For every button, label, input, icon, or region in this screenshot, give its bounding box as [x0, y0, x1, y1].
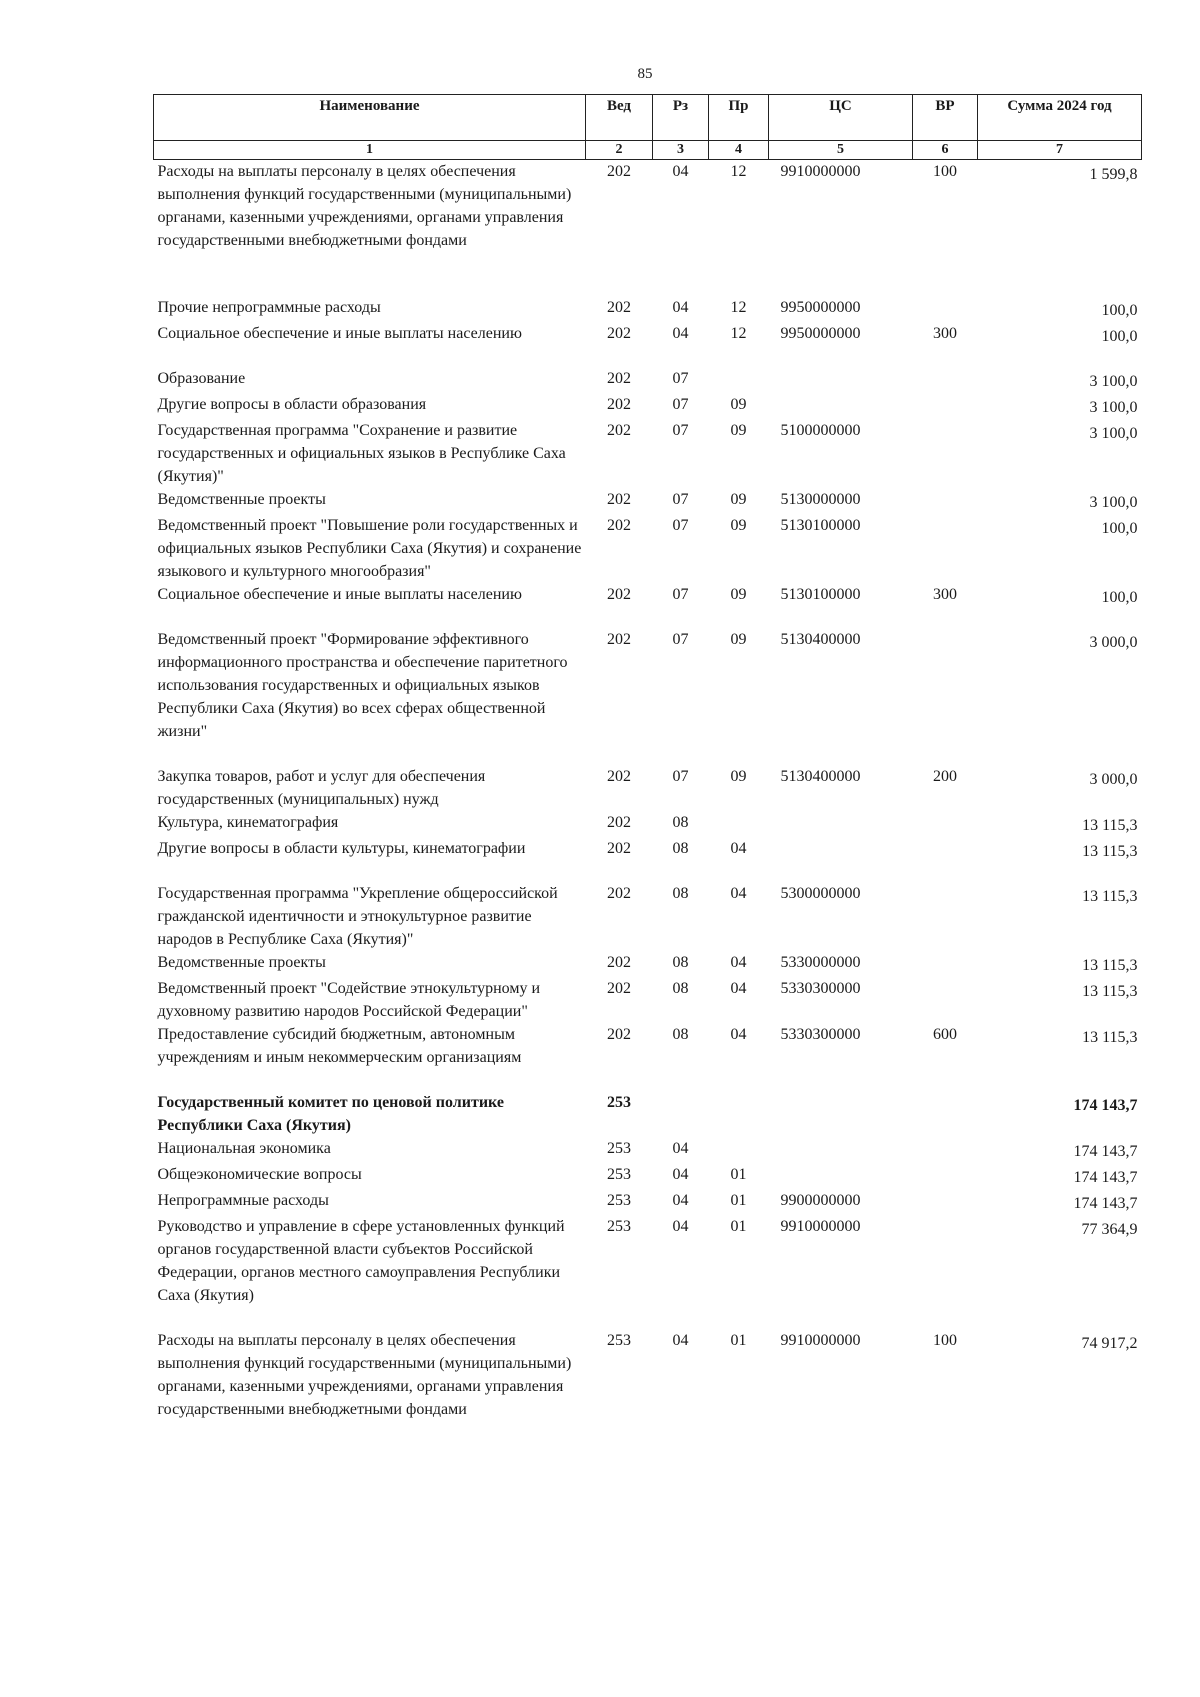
cell-name: Государственная программа "Укрепление общероссийской гражданской идентичности и этнокультурное развитие народов в Республике Саха (Якутия)" — [157, 885, 558, 948]
budget-table — [153, 94, 1142, 1421]
cell-vr — [913, 1163, 978, 1189]
cell-rz: 04 — [672, 163, 689, 180]
cell-rz: 08 — [672, 840, 689, 857]
cell-pr: 09 — [730, 396, 747, 413]
cell-cs: 9950000000 — [780, 325, 861, 342]
cell-pr: 01 — [730, 1192, 747, 1209]
cell-vr — [913, 811, 978, 837]
cell-rz: 08 — [672, 954, 689, 971]
cell-ved: 253 — [607, 1218, 631, 1235]
cell-name: Ведомственные проекты — [157, 491, 326, 508]
table-row — [154, 367, 1142, 393]
table-row — [154, 583, 1142, 628]
cell-sum: 3 100,0 — [1089, 494, 1138, 511]
cell-pr: 09 — [730, 631, 747, 648]
cell-vr — [913, 951, 978, 977]
cell-cs: 9900000000 — [780, 1192, 861, 1209]
cell-ved: 253 — [607, 1094, 631, 1111]
cell-rz: 04 — [672, 1218, 689, 1235]
cell-sum: 3 100,0 — [1089, 399, 1138, 416]
column-number: 3 — [653, 141, 709, 160]
cell-name: Ведомственный проект "Содействие этнокультурному и духовному развитию народов Российской Федерации" — [157, 980, 541, 1020]
cell-pr: 01 — [730, 1332, 747, 1349]
cell-sum: 100,0 — [1101, 328, 1138, 345]
cell-vr — [913, 837, 978, 882]
cell-ved: 202 — [607, 517, 631, 534]
cell-name: Социальное обеспечение и иные выплаты населению — [157, 325, 522, 342]
cell-ved: 202 — [607, 768, 631, 785]
cell-ved: 202 — [607, 396, 631, 413]
cell-sum: 174 143,7 — [1073, 1169, 1138, 1186]
header-ved: Вед — [586, 95, 653, 141]
cell-name: Общеэкономические вопросы — [157, 1166, 362, 1183]
column-number: 5 — [769, 141, 913, 160]
cell-vr — [913, 419, 978, 488]
cell-pr: 12 — [730, 325, 747, 342]
cell-sum: 100,0 — [1101, 302, 1138, 319]
table-row — [154, 837, 1142, 882]
cell-cs: 5130100000 — [780, 586, 861, 603]
cell-pr: 12 — [730, 163, 747, 180]
cell-pr: 04 — [730, 954, 747, 971]
column-number: 7 — [978, 141, 1142, 160]
budget-table-container — [153, 94, 1141, 1421]
cell-cs — [769, 1137, 913, 1163]
cell-ved: 253 — [607, 1332, 631, 1349]
cell-ved: 202 — [607, 422, 631, 439]
header-sum: Сумма 2024 год — [978, 95, 1142, 141]
cell-vr — [913, 628, 978, 765]
cell-vr — [913, 882, 978, 951]
cell-name: Непрограммные расходы — [157, 1192, 329, 1209]
cell-ved: 253 — [607, 1140, 631, 1157]
cell-rz: 08 — [672, 1026, 689, 1043]
cell-rz: 07 — [672, 396, 689, 413]
cell-ved: 202 — [607, 586, 631, 603]
cell-cs — [769, 837, 913, 882]
cell-name: Государственная программа "Сохранение и развитие государственных и официальных языков в Республике Саха (Якутия)" — [157, 422, 566, 485]
cell-ved: 202 — [607, 885, 631, 902]
header-rz: Рз — [653, 95, 709, 141]
cell-vr — [913, 1137, 978, 1163]
table-row — [154, 514, 1142, 583]
cell-cs — [769, 393, 913, 419]
cell-pr: 09 — [730, 517, 747, 534]
cell-cs: 5300000000 — [780, 885, 861, 902]
table-row — [154, 419, 1142, 488]
cell-rz: 07 — [672, 517, 689, 534]
cell-rz: 04 — [672, 299, 689, 316]
cell-ved: 202 — [607, 325, 631, 342]
cell-sum: 174 143,7 — [1073, 1097, 1138, 1114]
cell-pr: 09 — [730, 768, 747, 785]
column-number: 4 — [709, 141, 769, 160]
cell-rz: 07 — [672, 422, 689, 439]
cell-cs: 5330000000 — [780, 954, 861, 971]
cell-sum: 174 143,7 — [1073, 1195, 1138, 1212]
cell-name: Ведомственный проект "Повышение роли государственных и официальных языков Республики Саха (Якутия) и сохранение языкового и культурного многообразия" — [157, 517, 582, 580]
cell-cs: 5130000000 — [780, 491, 861, 508]
cell-vr — [913, 393, 978, 419]
cell-name: Другие вопросы в области культуры, кинематографии — [157, 840, 526, 857]
table-row — [154, 1023, 1142, 1091]
table-row — [154, 488, 1142, 514]
cell-ved: 202 — [607, 840, 631, 857]
cell-ved: 202 — [607, 163, 631, 180]
cell-sum: 77 364,9 — [1081, 1221, 1138, 1238]
table-row — [154, 296, 1142, 322]
cell-rz: 04 — [672, 1140, 689, 1157]
cell-pr: 01 — [730, 1218, 747, 1235]
cell-cs: 5330300000 — [780, 980, 861, 997]
cell-rz: 08 — [672, 814, 689, 831]
cell-vr: 100 — [933, 163, 957, 180]
cell-name: Расходы на выплаты персоналу в целях обеспечения выполнения функций государственными (муниципальными) органами, казенными учреждениями, органами управления государственными внебюджетными фондами — [157, 163, 572, 249]
cell-sum: 13 115,3 — [1082, 817, 1138, 834]
cell-cs: 5330300000 — [780, 1026, 861, 1043]
cell-cs: 5130400000 — [780, 768, 861, 785]
column-number: 6 — [913, 141, 978, 160]
cell-vr — [913, 296, 978, 322]
table-row — [154, 1137, 1142, 1163]
table-row — [154, 882, 1142, 951]
cell-sum: 100,0 — [1101, 520, 1138, 537]
cell-sum: 100,0 — [1101, 589, 1138, 606]
table-row — [154, 628, 1142, 765]
cell-name: Закупка товаров, работ и услуг для обеспечения государственных (муниципальных) нужд — [157, 768, 486, 808]
table-row — [154, 951, 1142, 977]
cell-pr — [709, 1091, 769, 1137]
cell-cs — [769, 811, 913, 837]
cell-sum: 3 000,0 — [1089, 771, 1138, 788]
table-row — [154, 1215, 1142, 1329]
cell-rz: 07 — [672, 491, 689, 508]
cell-ved: 202 — [607, 631, 631, 648]
cell-rz — [653, 1091, 709, 1137]
cell-cs — [769, 367, 913, 393]
table-row — [154, 1189, 1142, 1215]
cell-pr — [709, 811, 769, 837]
column-number: 2 — [586, 141, 653, 160]
table-row — [154, 1163, 1142, 1189]
cell-pr: 04 — [730, 885, 747, 902]
cell-name: Национальная экономика — [157, 1140, 331, 1157]
table-row — [154, 811, 1142, 837]
header-vr: ВР — [913, 95, 978, 141]
cell-vr — [913, 514, 978, 583]
cell-rz: 04 — [672, 325, 689, 342]
cell-name: Ведомственные проекты — [157, 954, 326, 971]
cell-pr: 01 — [730, 1166, 747, 1183]
cell-ved: 202 — [607, 954, 631, 971]
cell-pr: 09 — [730, 586, 747, 603]
cell-cs: 9910000000 — [780, 1218, 861, 1235]
cell-pr: 09 — [730, 422, 747, 439]
cell-rz: 04 — [672, 1166, 689, 1183]
table-body — [154, 160, 1142, 1422]
table-row — [154, 765, 1142, 811]
cell-name: Расходы на выплаты персоналу в целях обеспечения выполнения функций государственными (муниципальными) органами, казенными учреждениями, органами управления государственными внебюджетными фондами — [157, 1332, 572, 1418]
table-row — [154, 160, 1142, 297]
header-name: Наименование — [154, 95, 586, 141]
cell-rz: 07 — [672, 370, 689, 387]
cell-rz: 04 — [672, 1332, 689, 1349]
cell-pr — [709, 1137, 769, 1163]
cell-vr: 300 — [933, 586, 957, 603]
cell-rz: 07 — [672, 586, 689, 603]
cell-sum: 13 115,3 — [1082, 843, 1138, 860]
cell-name: Другие вопросы в области образования — [157, 396, 427, 413]
header-cs: ЦС — [769, 95, 913, 141]
cell-vr — [913, 1091, 978, 1137]
table-row — [154, 393, 1142, 419]
cell-cs: 5130100000 — [780, 517, 861, 534]
cell-name: Руководство и управление в сфере установленных функций органов государственной власти субъектов Российской Федерации, органов местного самоуправления Республики Саха (Якутия) — [157, 1218, 565, 1304]
table-row — [154, 1091, 1142, 1137]
table-row — [154, 977, 1142, 1023]
cell-rz: 07 — [672, 631, 689, 648]
column-number: 1 — [154, 141, 586, 160]
cell-sum: 13 115,3 — [1082, 983, 1138, 1000]
cell-name: Культура, кинематография — [157, 814, 339, 831]
cell-vr: 600 — [933, 1026, 957, 1043]
cell-rz: 08 — [672, 980, 689, 997]
cell-name: Образование — [157, 370, 246, 387]
cell-ved: 202 — [607, 491, 631, 508]
cell-pr: 04 — [730, 980, 747, 997]
cell-cs: 9910000000 — [780, 1332, 861, 1349]
cell-sum: 74 917,2 — [1081, 1335, 1138, 1352]
cell-pr: 09 — [730, 491, 747, 508]
cell-vr: 200 — [933, 768, 957, 785]
cell-vr — [913, 1215, 978, 1329]
cell-vr — [913, 488, 978, 514]
cell-sum: 3 100,0 — [1089, 373, 1138, 390]
cell-ved: 202 — [607, 980, 631, 997]
cell-cs — [769, 1091, 913, 1137]
cell-vr — [913, 367, 978, 393]
cell-name: Предоставление субсидий бюджетным, автономным учреждениям и иным некоммерческим организациям — [157, 1026, 522, 1066]
cell-name: Прочие непрограммные расходы — [157, 299, 381, 316]
table-header — [154, 95, 1142, 160]
cell-ved: 253 — [607, 1192, 631, 1209]
cell-sum: 174 143,7 — [1073, 1143, 1138, 1160]
cell-sum: 13 115,3 — [1082, 1029, 1138, 1046]
cell-rz: 08 — [672, 885, 689, 902]
cell-sum: 3 100,0 — [1089, 425, 1138, 442]
cell-sum: 1 599,8 — [1089, 166, 1138, 183]
cell-vr: 100 — [933, 1332, 957, 1349]
cell-vr: 300 — [933, 325, 957, 342]
cell-vr — [913, 1189, 978, 1215]
cell-vr — [913, 977, 978, 1023]
cell-sum: 13 115,3 — [1082, 957, 1138, 974]
cell-name: Социальное обеспечение и иные выплаты населению — [157, 586, 522, 603]
cell-cs — [769, 1163, 913, 1189]
cell-rz: 07 — [672, 768, 689, 785]
cell-cs: 9910000000 — [780, 163, 861, 180]
cell-pr: 04 — [730, 840, 747, 857]
cell-cs: 9950000000 — [780, 299, 861, 316]
cell-ved: 202 — [607, 1026, 631, 1043]
cell-ved: 253 — [607, 1166, 631, 1183]
cell-ved: 202 — [607, 299, 631, 316]
cell-rz: 04 — [672, 1192, 689, 1209]
cell-name: Государственный комитет по ценовой политике Республики Саха (Якутия) — [157, 1094, 504, 1134]
table-row — [154, 1329, 1142, 1421]
table-row — [154, 322, 1142, 367]
cell-pr — [709, 367, 769, 393]
cell-cs: 5130400000 — [780, 631, 861, 648]
cell-ved: 202 — [607, 814, 631, 831]
cell-pr: 04 — [730, 1026, 747, 1043]
page-number: 85 — [637, 66, 653, 82]
cell-name: Ведомственный проект "Формирование эффективного информационного пространства и обеспечение паритетного использования государственных и официальных языков Республики Саха (Якутия) во всех сферах общественной жизни" — [157, 631, 568, 740]
header-pr: Пр — [709, 95, 769, 141]
cell-ved: 202 — [607, 370, 631, 387]
cell-sum: 13 115,3 — [1082, 888, 1138, 905]
cell-cs: 5100000000 — [780, 422, 861, 439]
cell-pr: 12 — [730, 299, 747, 316]
cell-sum: 3 000,0 — [1089, 634, 1138, 651]
